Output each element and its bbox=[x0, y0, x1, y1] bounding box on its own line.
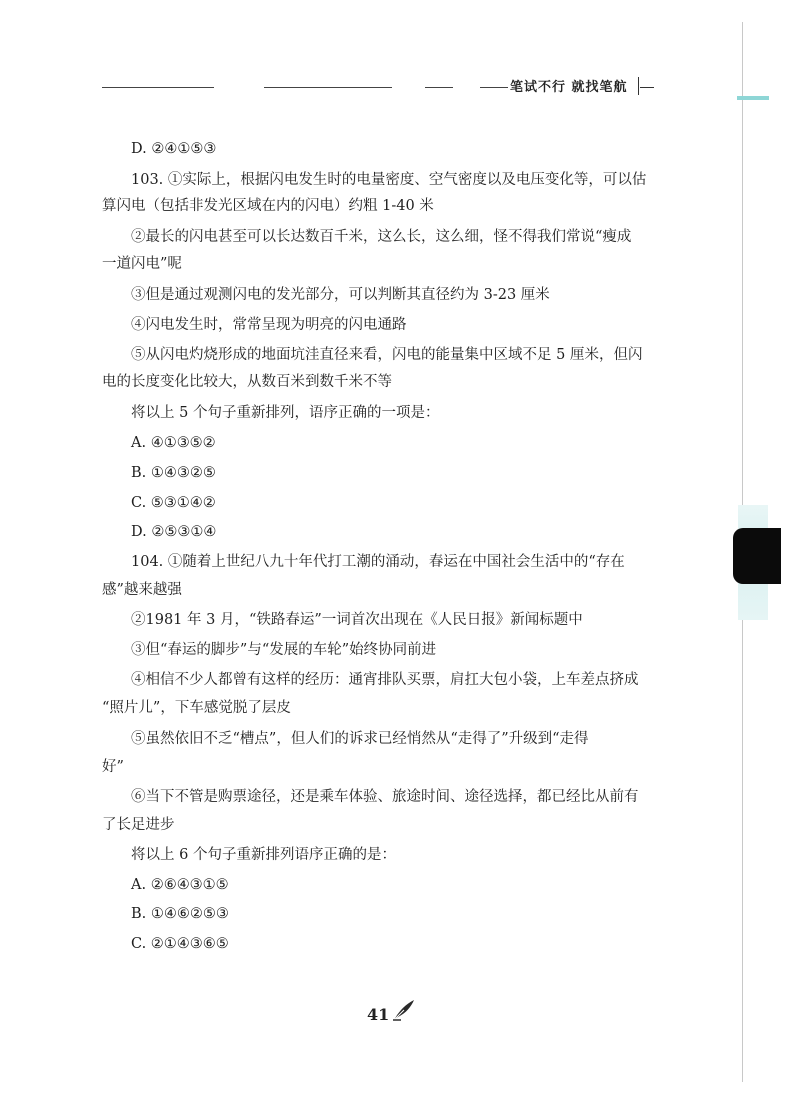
header-rule bbox=[102, 87, 214, 88]
header-rule bbox=[640, 87, 654, 88]
header-rule bbox=[480, 87, 508, 88]
sentence-line: ③但“春运的脚步”与“发展的车轮”始终协同前进 bbox=[131, 642, 437, 658]
sentence-line: 电的长度变化比较大，从数百米到数千米不等 bbox=[102, 374, 392, 390]
option-line: B. ①④③②⑤ bbox=[131, 465, 216, 481]
sentence-line: 好” bbox=[102, 759, 124, 775]
question-104-line: 104. ①随着上世纪八九十年代打工潮的涌动，春运在中国社会生活中的“存在 bbox=[131, 554, 625, 570]
sentence-line: ③但是通过观测闪电的发光部分，可以判断其直径约为 3-23 厘米 bbox=[131, 287, 550, 303]
sentence-line: ⑤虽然依旧不乏“槽点”，但人们的诉求已经悄然从“走得了”升级到“走得 bbox=[131, 731, 589, 747]
question-prompt: 将以上 5 个句子重新排列，语序正确的一项是： bbox=[131, 405, 440, 421]
sentence-line: 一道闪电”呢 bbox=[102, 256, 182, 272]
sentence-line: ④相信不少人都曾有这样的经历：通宵排队买票，肩扛大包小袋，上车差点挤成 bbox=[131, 672, 639, 688]
question-103-line: 算闪电（包括非发光区域在内的闪电）约粗 1-40 米 bbox=[102, 198, 434, 214]
question-103-line: 103. ①实际上，根据闪电发生时的电量密度、空气密度以及电压变化等，可以估 bbox=[131, 172, 647, 188]
option-line: A. ④①③⑤② bbox=[131, 435, 216, 451]
option-line: D. ②⑤③①④ bbox=[131, 524, 217, 540]
sentence-line: ⑥当下不管是购票途径，还是乘车体验、旅途时间、途径选择，都已经比从前有 bbox=[131, 789, 639, 805]
option-line: C. ②①④③⑥⑤ bbox=[131, 936, 229, 952]
option-line: D. ②④①⑤③ bbox=[131, 141, 217, 157]
header-divider bbox=[638, 77, 639, 95]
question-prompt: 将以上 6 个句子重新排列语序正确的是： bbox=[131, 847, 396, 863]
sentence-line: “照片儿”，下车感觉脱了层皮 bbox=[102, 700, 291, 716]
question-104-line: 感”越来越强 bbox=[102, 582, 182, 598]
sentence-line: ②最长的闪电甚至可以长达数百千米，这么长，这么细，怪不得我们常说“瘦成 bbox=[131, 229, 632, 245]
option-line: A. ②⑥④③①⑤ bbox=[131, 877, 229, 893]
sentence-line: 了长足进步 bbox=[102, 817, 175, 833]
page-number: 41 bbox=[367, 1005, 390, 1024]
header-rule bbox=[264, 87, 392, 88]
running-header: 笔试不行 就找笔航 bbox=[510, 80, 628, 95]
edge-tab-marker bbox=[737, 96, 769, 100]
option-line: B. ①④⑥②⑤③ bbox=[131, 906, 229, 922]
header-rule bbox=[425, 87, 453, 88]
sentence-line: ④闪电发生时，常常呈现为明亮的闪电通路 bbox=[131, 317, 407, 333]
quill-icon bbox=[392, 999, 416, 1021]
sentence-line: ⑤从闪电灼烧形成的地面坑洼直径来看，闪电的能量集中区域不足 5 厘米，但闪 bbox=[131, 347, 643, 363]
sentence-line: ②1981 年 3 月，“铁路春运”一词首次出现在《人民日报》新闻标题中 bbox=[131, 612, 583, 628]
thumb-index-tab bbox=[733, 528, 781, 584]
option-line: C. ⑤③①④② bbox=[131, 495, 216, 511]
